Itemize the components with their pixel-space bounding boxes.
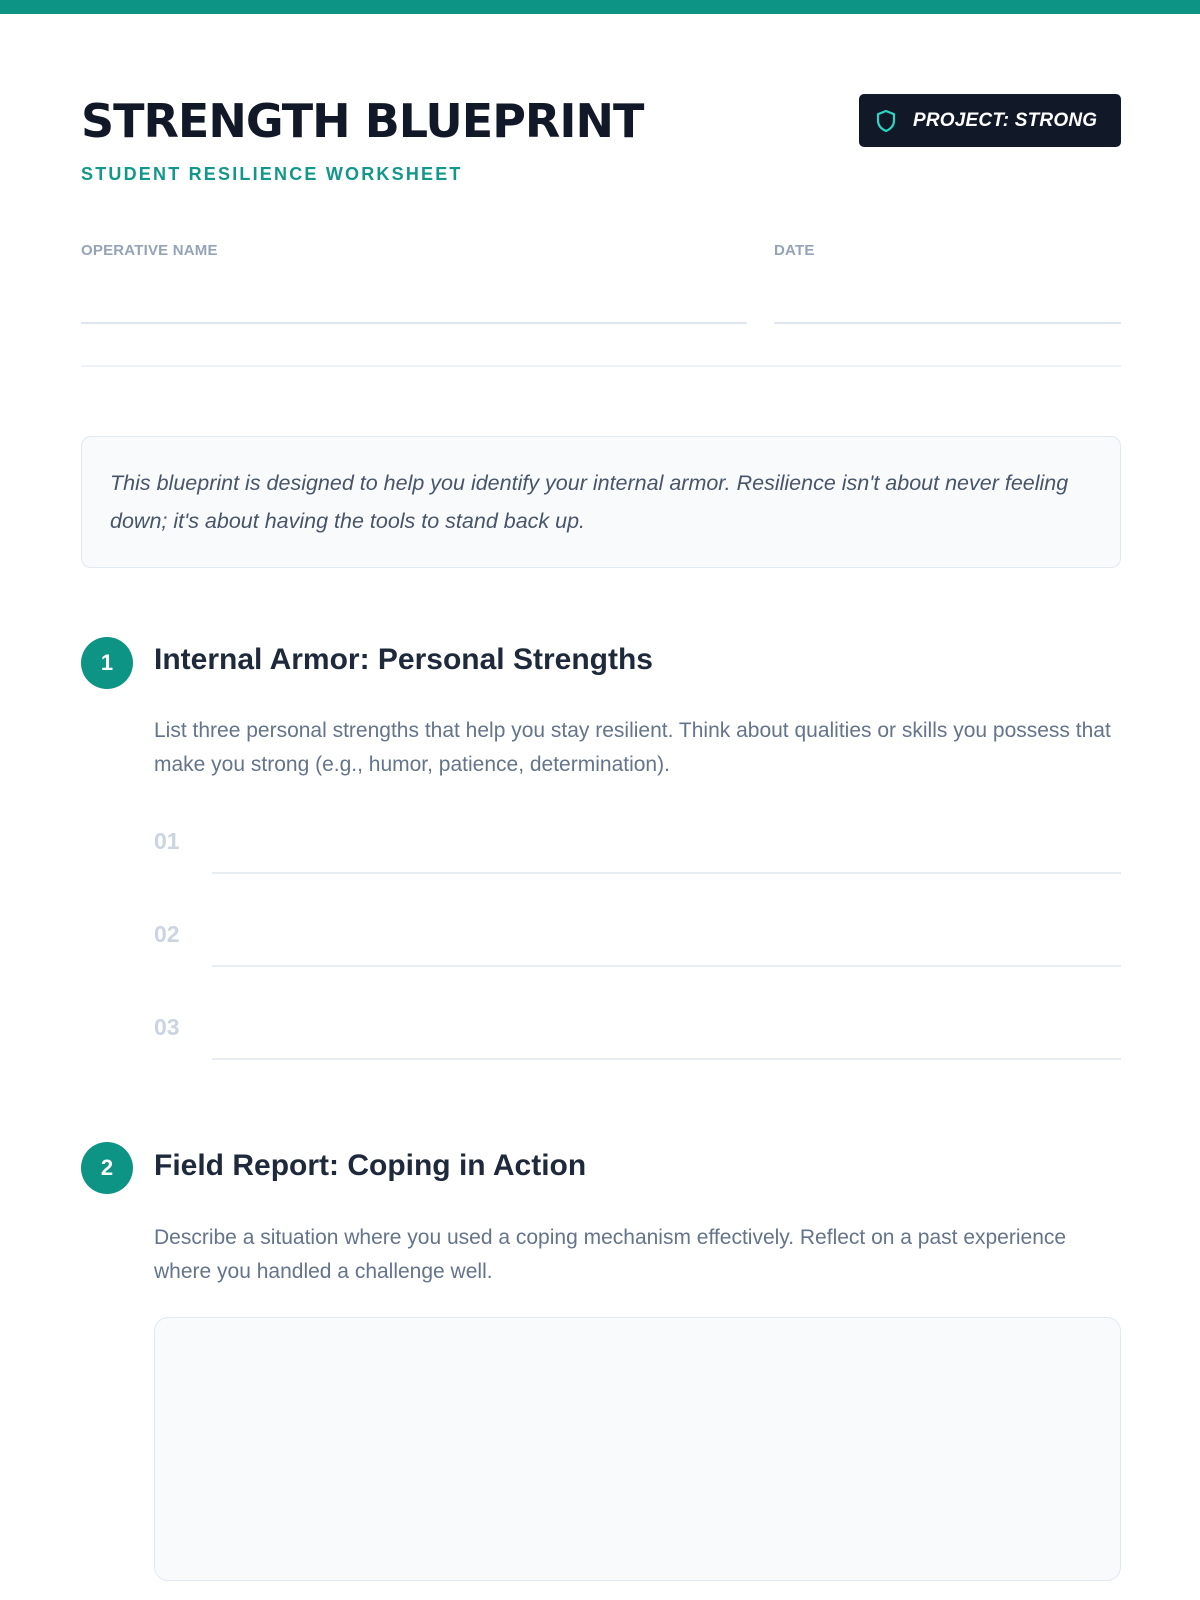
section-2-number-badge: 2 [81, 1142, 133, 1194]
strength-answer-line-2[interactable] [212, 965, 1121, 967]
section-1-title: Internal Armor: Personal Strengths [154, 643, 653, 676]
page-subtitle: STUDENT RESILIENCE WORKSHEET [81, 164, 463, 184]
project-badge-label: PROJECT: STRONG [913, 109, 1098, 131]
date-field[interactable] [774, 322, 1121, 324]
strength-row-number: 01 [154, 828, 180, 854]
section-2-title: Field Report: Coping in Action [154, 1149, 587, 1182]
operative-name-field[interactable] [81, 322, 747, 324]
strength-row-number: 03 [154, 1014, 180, 1040]
strength-answer-line-1[interactable] [212, 872, 1121, 874]
section-1-number-badge: 1 [81, 637, 133, 689]
intro-text: This blueprint is designed to help you identify your internal armor. Resilience isn't about never feeling down; it's about having the tools to stand back up. [110, 471, 1069, 533]
section-1-description: List three personal strengths that help you stay resilient. Think about qualities or skills you possess that make you strong (e.g., humor, patience, determination). [154, 719, 1111, 776]
header-divider [81, 365, 1121, 367]
field-report-answer-box[interactable] [154, 1317, 1121, 1581]
shield-icon [875, 109, 897, 133]
operative-name-label: OPERATIVE NAME [81, 242, 218, 259]
project-badge [859, 94, 1121, 147]
strength-row-number: 02 [154, 921, 180, 947]
strength-answer-line-3[interactable] [212, 1058, 1121, 1060]
date-label: DATE [774, 242, 815, 259]
page-title: STRENGTH BLUEPRINT [81, 94, 644, 148]
section-2-description: Describe a situation where you used a coping mechanism effectively. Reflect on a past experience where you handled a challenge well. [154, 1226, 1067, 1283]
top-accent-bar [0, 0, 1200, 14]
intro-callout [81, 436, 1121, 568]
